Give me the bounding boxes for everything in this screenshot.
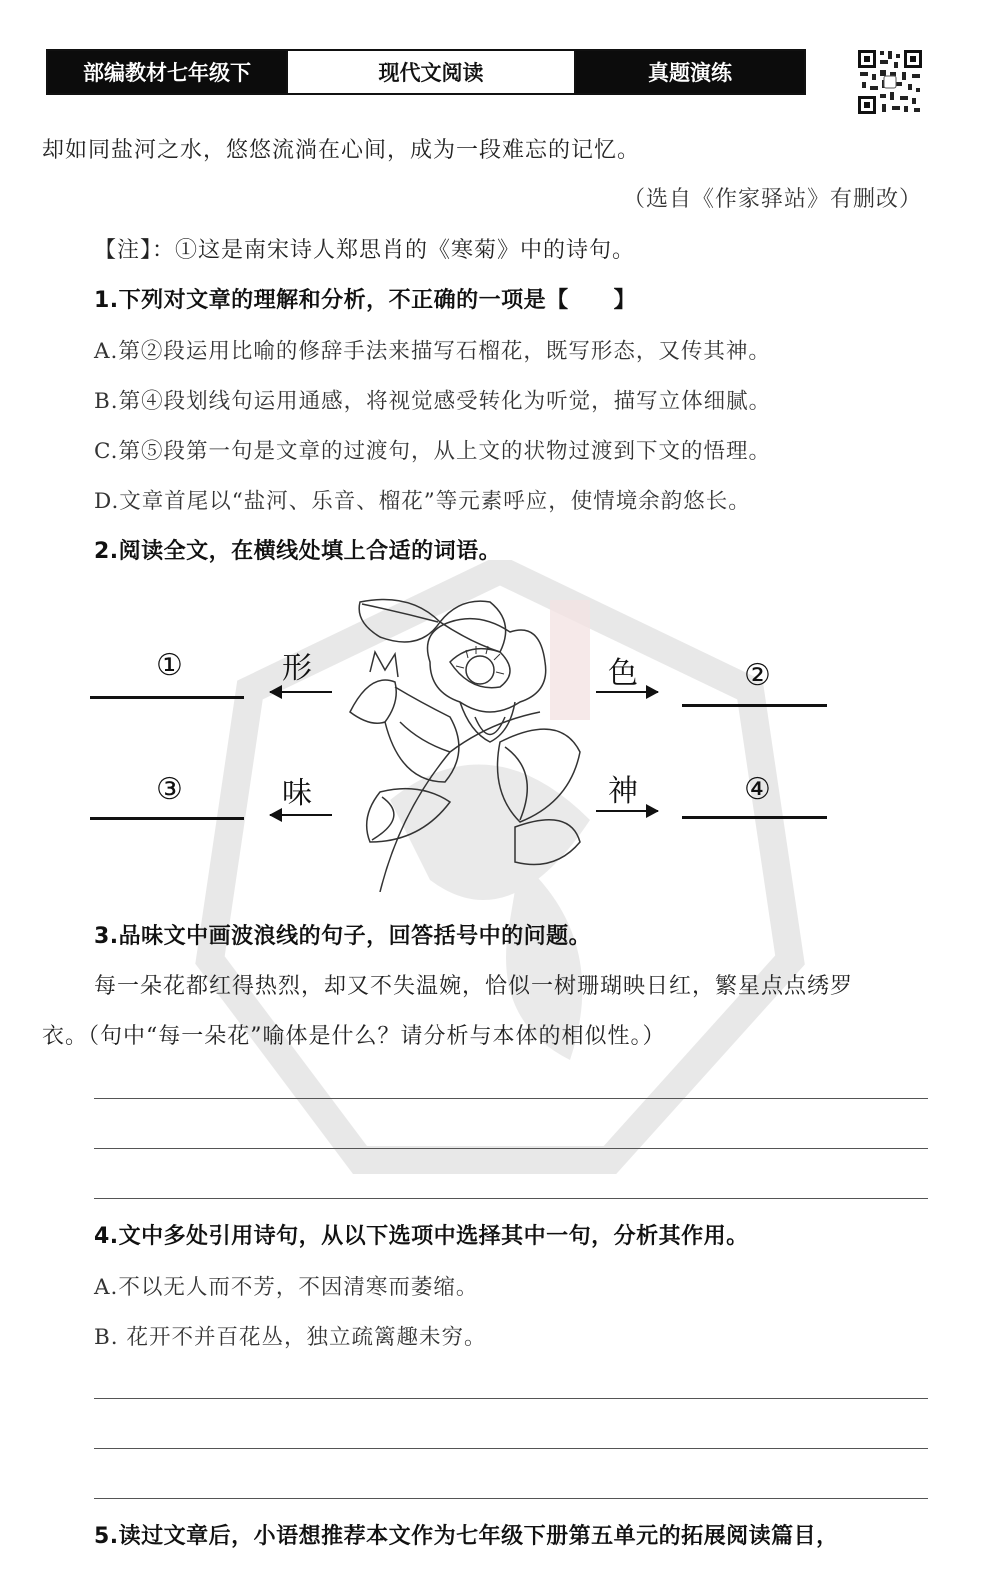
question3-quote-line2: 衣。（句中“每一朵花”喻体是什么？请分析与本体的相似性。） [42, 1024, 666, 1049]
question3-answer-line-2[interactable] [94, 1148, 928, 1149]
header-section-label: 现代文阅读 [286, 51, 576, 93]
blank-3-line[interactable] [90, 817, 244, 820]
arrow-right-1 [596, 691, 658, 693]
question4-option-a: A.不以无人而不芳，不因清寒而萎缩。 [94, 1275, 479, 1300]
blank-2-line[interactable] [682, 704, 827, 707]
question2-stem: 2.阅读全文，在横线处填上合适的词语。 [94, 539, 502, 564]
arrow-left-1 [270, 691, 332, 693]
header-practice-label: 真题演练 [576, 51, 804, 93]
header-grade-label: 部编教材七年级下 [48, 51, 286, 93]
question3-answer-line-3[interactable] [94, 1198, 928, 1199]
blank-1-number: ① [156, 648, 183, 683]
label-se: 色 [608, 656, 638, 691]
header-bar [46, 49, 806, 95]
question5-stem: 5.读过文章后，小语想推荐本文作为七年级下册第五单元的拓展阅读篇目， [94, 1524, 839, 1549]
question3-stem: 3.品味文中画波浪线的句子，回答括号中的问题。 [94, 924, 592, 949]
question3-quote-line1: 每一朵花都红得热烈，却又不失温婉，恰似一树珊瑚映日红，繁星点点绣罗 [94, 974, 854, 999]
question1-option-d: D.文章首尾以“盐河、乐音、榴花”等元素呼应，使情境余韵悠长。 [94, 489, 751, 514]
question4-stem: 4.文中多处引用诗句，从以下选项中选择其中一句，分析其作用。 [94, 1224, 749, 1249]
question1-option-c: C.第⑤段第一句是文章的过渡句，从上文的状物过渡到下文的悟理。 [94, 439, 772, 464]
passage-note: 【注】：①这是南宋诗人郑思肖的《寒菊》中的诗句。 [94, 238, 636, 263]
blank-3-number: ③ [156, 772, 183, 807]
question3-answer-line-1[interactable] [94, 1098, 928, 1099]
question1-option-b: B.第④段划线句运用通感，将视觉感受转化为听觉，描写立体细腻。 [94, 389, 772, 414]
blank-4-line[interactable] [682, 816, 827, 819]
blank-1-line[interactable] [90, 696, 244, 699]
blank-2-number: ② [744, 658, 771, 693]
arrow-right-2 [596, 810, 658, 812]
label-xing: 形 [282, 651, 312, 686]
label-wei: 味 [282, 776, 312, 811]
qr-code-icon[interactable] [856, 48, 924, 116]
blank-4-number: ④ [744, 772, 771, 807]
label-shen: 神 [608, 774, 638, 809]
question4-answer-line-1[interactable] [94, 1398, 928, 1399]
question1-stem: 1.下列对文章的理解和分析，不正确的一项是【 】 [94, 288, 637, 313]
question1-option-a: A.第②段运用比喻的修辞手法来描写石榴花，既写形态，又传其神。 [94, 339, 771, 364]
passage-source: （选自《作家驿站》有删改） [622, 187, 922, 212]
question4-answer-line-2[interactable] [94, 1448, 928, 1449]
passage-closing-line: 却如同盐河之水，悠悠流淌在心间，成为一段难忘的记忆。 [42, 138, 641, 163]
question4-answer-line-3[interactable] [94, 1498, 928, 1499]
arrow-left-2 [270, 814, 332, 816]
pomegranate-flower-illustration [340, 592, 590, 892]
question4-option-b: B. 花开不并百花丛，独立疏篱趣未穷。 [94, 1325, 487, 1350]
